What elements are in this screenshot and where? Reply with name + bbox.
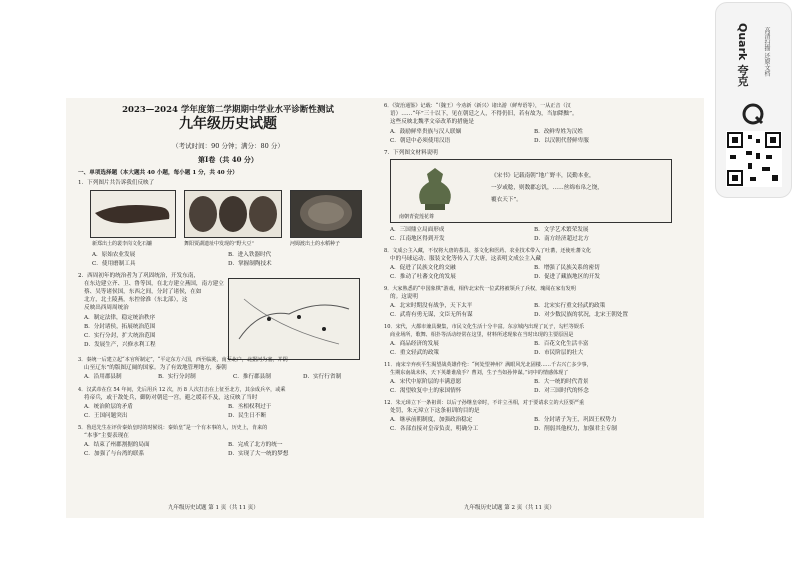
q5-line-2: “本事”主要表现在 — [84, 433, 129, 439]
rice-seed-image — [290, 190, 362, 238]
q7-quote-1: 《宋书》记载南朝“地广野丰，民勤本业， — [491, 173, 595, 179]
q11-line-1: 11．南宋辛弃疾平生渴望战英雄作伦：“何处望神州？满眼风光北固楼……千古兴亡多少事， — [384, 362, 592, 368]
q9-line-1: 9．大家熟悉的“中国象棋”游戏，相传北宋代一位武将被领兵了兵权，瑰阅在家有发明 — [384, 286, 576, 292]
right-page-footer: 九年级历史试题 第 2 页（共 11 页） — [464, 504, 555, 511]
stone-sickle-image — [90, 190, 176, 238]
left-page-footer: 九年级历史试题 第 1 页（共 11 页） — [168, 504, 259, 511]
q3-option-a: A．沿用郡县制 — [84, 374, 122, 380]
q8-option-c: C．推动了吐蕃文化的发展 — [390, 274, 456, 280]
q7-option-a: A．三国鼎立局面形成 — [390, 227, 445, 233]
q8-line-2: 中的马球运动、服装文化等传入了大唐，这表明文成公主入藏 — [390, 256, 542, 262]
q11-option-d: D．对三国时代的怀念 — [534, 388, 589, 394]
q8-line-1: 8．文成公主入藏，不仅将大唐的茶具、茶文化和医药、农业技术带入了吐蕃，还使吐蕃文化 — [384, 248, 591, 254]
q4-option-b: B．丞相权利过于 — [228, 404, 272, 410]
q2-option-a: A．制定法律，稳定统治秩序 — [84, 315, 156, 321]
q7-material-box — [390, 159, 672, 223]
q10-line-2: 商业场所，歌舞、相扑等活动经常在这里，材料所述现象在当时出现的主要原因是 — [390, 332, 574, 338]
q4-option-a: A．统治阶层的矛盾 — [84, 404, 133, 410]
q2-line-4: 北方，北土陵燕，东控徐淮（东北部），这 — [84, 297, 188, 303]
q1-caption-2: 舞阳贾湖遗址中发现的“野大豆” — [184, 241, 255, 247]
q1-option-d: D．掌握制陶技术 — [228, 261, 272, 267]
q10-line-1: 10．宋代，大都市兼具聚集，市民文化生活十分丰富。东京城内出现了瓦子，勾栏等娱乐 — [384, 324, 585, 330]
q6-option-a: A．鼓励鲜卑贵族与汉人联姻 — [390, 129, 462, 135]
exam-subtitle: （考试时间：90 分钟；满分：80 分） — [172, 142, 284, 150]
q2-line-2: 在东边建立齐、卫、鲁等国，在北方建立燕国，南方建立 — [84, 281, 224, 287]
q9-option-b: B．北宋实行重文轻武的政策 — [534, 303, 606, 309]
left-column — [78, 98, 378, 518]
quark-scan-badge — [715, 2, 792, 198]
q3-option-c: C．推行郡县制 — [233, 374, 271, 380]
q10-option-c: C．重文轻武的政策 — [390, 350, 440, 356]
right-column — [384, 98, 684, 518]
q12-line-1: 12．朱元璋立下一条祖训：以后子孙继皇帝时，不许立丞相，对于要请求立的大臣要严重 — [384, 400, 585, 406]
q12-option-d: D．削弱其他权力，加强君主专制 — [534, 426, 617, 432]
q5-option-b: B．完成了北方的统一 — [228, 442, 283, 448]
q7-option-c: C．江南地区得到开发 — [390, 236, 445, 242]
q2-line-1: 2．西周初年的统治者为了巩固统治，开发东南， — [78, 273, 200, 279]
q9-option-a: A．北宋时期没有战争，天下太平 — [390, 303, 473, 309]
q3-option-b: B．实行分封制 — [158, 374, 196, 380]
q4-line-1: 4．汉武帝在位 54 年间，先后用兵 12 次，历 8 人次打击在上征至北方，其余成兵卒，或乘 — [78, 387, 286, 393]
q9-line-2: 的。这说明 — [390, 294, 418, 300]
q4-line-2: 将帝兵，或于敌处兵，御防对朝廷一宫，避之缓若不及，这反映了当时 — [84, 395, 258, 401]
q3-line-2: 山至辽东”的版图辽阔的国家。为了有效地管理地方，秦朝 — [84, 365, 227, 371]
volume-header: 第Ⅰ卷（共 40 分） — [198, 155, 258, 164]
q12-option-c: C．各部直接对皇帝负责，明确分工 — [390, 426, 479, 432]
q7-option-d: D．南方经济超过北方 — [534, 236, 589, 242]
q1-caption-1: 新郑出土的裴李岗文化石镰 — [92, 241, 153, 247]
q1-caption-3: 河姆渡出土的水稻种子 — [290, 241, 341, 247]
q7-option-b: B．文学艺术繁荣发展 — [534, 227, 589, 233]
q7-stem: 7．下列图文材料说明 — [384, 150, 438, 156]
q11-line-2: 生期东南战未休，天下英雄谁敌手？曹刘，生子当如孙仲谋。”词中的情感体现了 — [390, 370, 569, 376]
q8-option-d: D．促进了藏族地区的开发 — [534, 274, 601, 280]
q2-option-c: C．实行分封，扩大统治范围 — [84, 333, 156, 339]
q11-option-a: A．宋代中原阶层的丰满意愿 — [390, 379, 462, 385]
q12-option-b: B．分封诸子为王，巩固王权势力 — [534, 417, 617, 423]
q5-option-c: C．加强了与台湾的联系 — [84, 451, 145, 457]
q2-line-5: 反映出西周周统治 — [84, 305, 129, 311]
q5-line-1: 5．鲁迅先生在评价秦始皇时的时候说：秦始皇“是一个有本事的人，历史上，肯来的 — [78, 425, 268, 431]
exam-scan — [66, 98, 704, 518]
q9-option-c: C．武将有勇无谋，文臣无所有谋 — [390, 312, 473, 318]
q4-option-c: C．王国问题突出 — [84, 413, 128, 419]
q5-option-a: A．结束了州郡割据的局面 — [84, 442, 150, 448]
q5-option-d: D．实现了大一统的梦想 — [228, 451, 289, 457]
q6-option-b: B．改鲜卑姓为汉姓 — [534, 129, 583, 135]
exam-title-line: 2023—2024 学年度第二学期期中学业水平诊断性测试 — [122, 105, 334, 115]
lotus-vase-image — [405, 164, 465, 214]
q6-line-1: 6．《资治通鉴》记载：“（魏王）今劝新（新兴）诸出游（鲜卑语等），一从正音（汉 — [384, 103, 571, 109]
q2-option-b: B．分封诸侯，拓展统治范围 — [84, 324, 156, 330]
q7-quote-3: 覆衣天下”。 — [491, 197, 522, 203]
q11-option-c: C．渴望收复中土的家国情怀 — [390, 388, 462, 394]
western-zhou-map — [228, 278, 360, 360]
section-header: 一、单项选择题（本大题共 40 小题，每小题 1 分，共 40 分） — [78, 170, 238, 176]
q9-option-d: D．对少数民族的状况，北宋王朝处置 — [534, 312, 628, 318]
quark-logo-icon — [742, 103, 764, 125]
q7-caption: 南朝青瓷莲花尊 — [399, 214, 435, 220]
q1-option-a: A．原始农业发展 — [92, 252, 136, 258]
quark-brand: Quark 夸克 — [736, 23, 749, 87]
q6-line-2: 语）……“年”三十以下，见在朝廷之人，不得仍旧，若有故为，当加降黜”。 — [390, 111, 578, 117]
quark-subtitle: 高清扫描 还原文档 — [763, 27, 770, 77]
q11-option-b: B．大一统的时代背景 — [534, 379, 589, 385]
q2-option-d: D．发展生产，兴修水利工程 — [84, 342, 156, 348]
q10-option-a: A．商品经济的发展 — [390, 341, 439, 347]
q10-option-b: B．百花文化生活丰富 — [534, 341, 589, 347]
qr-code-image — [726, 131, 782, 187]
wild-soybean-image — [184, 190, 282, 238]
q3-option-d: D．实行行省制 — [303, 374, 342, 380]
q6-line-3: 这些反映北魏孝文帝改革的措施是 — [390, 119, 474, 125]
q8-option-b: B．增强了民族关系的密切 — [534, 265, 600, 271]
q2-line-3: 蔡、吴等诸侯国，东西之间，分封了诸侯，在如 — [84, 289, 202, 295]
q12-line-2: 处罚，朱元璋立下这条祖训的目的是 — [390, 408, 480, 414]
q12-option-a: A．继承前朝制度，加强政治稳定 — [390, 417, 473, 423]
q6-option-d: D．以汉朝代替鲜卑服 — [534, 138, 589, 144]
q1-option-b: B．进入铁器时代 — [228, 252, 272, 258]
q1-option-c: C．使用磨制工具 — [92, 261, 136, 267]
exam-title: 九年级历史试题 — [179, 116, 277, 132]
q6-option-c: C．朝廷中必须使用汉语 — [390, 138, 451, 144]
q10-option-d: D．市民阶层的壮大 — [534, 350, 584, 356]
q4-option-d: D．民生日不断 — [228, 413, 267, 419]
q1-stem: 1．下列图片共告诉我们反映了 — [78, 180, 155, 186]
q7-quote-2: 一岁或稔，则数郡忘饥，……丝绵布帛之饶， — [491, 185, 603, 191]
q3-line-1: 3．秦统一后建立起“本官所制定”，“平定东方六国，西至临洮，南至北户，北据河为塞，并阴 — [78, 357, 288, 363]
q8-option-a: A．促进了民族文化的交融 — [390, 265, 456, 271]
